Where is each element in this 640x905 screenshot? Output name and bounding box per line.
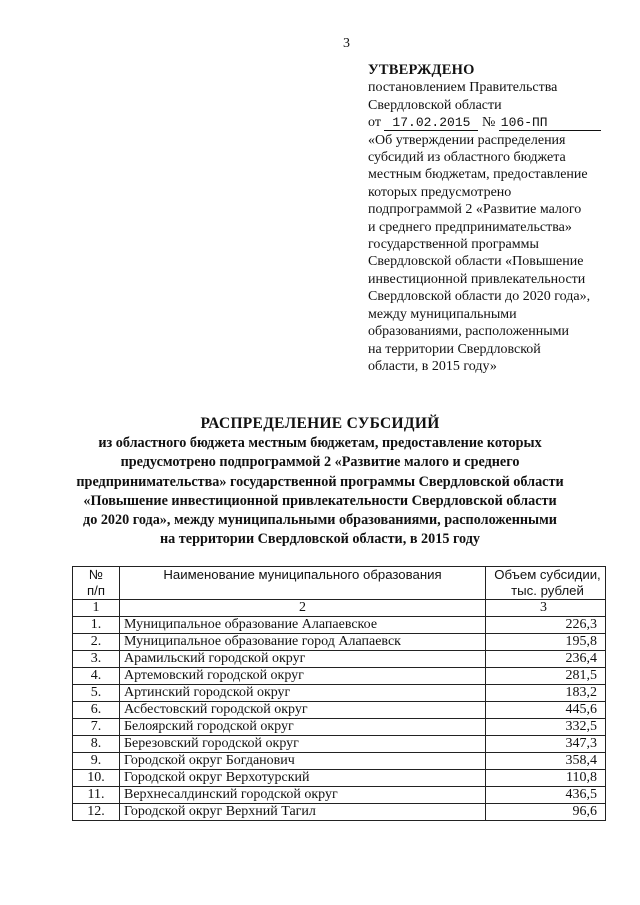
header-amount-line1: Объем субсидии,	[494, 567, 601, 582]
decree-description	[368, 132, 628, 376]
header-number-line2: п/п	[87, 583, 105, 598]
row-number: 10.	[73, 770, 120, 787]
subsidy-amount: 358,4	[486, 753, 606, 770]
description-line: Свердловской области до 2020 года»,	[368, 289, 591, 305]
subsidy-amount: 281,5	[486, 668, 606, 685]
heading-subtitle-line: до 2020 года», между муниципальными образованиями, расположенными	[83, 512, 557, 529]
municipality-name: Арамильский городской округ	[120, 651, 486, 668]
table-row	[73, 685, 606, 702]
municipality-name: Городской округ Богданович	[120, 753, 486, 770]
row-number: 11.	[73, 787, 120, 804]
table-row	[73, 804, 606, 821]
municipality-name: Верхнесалдинский городской округ	[120, 787, 486, 804]
column-index: 2	[120, 600, 486, 617]
row-number: 7.	[73, 719, 120, 736]
approval-block	[368, 62, 628, 375]
municipality-name: Муниципальное образование город Алапаевск	[120, 634, 486, 651]
description-line: подпрограммой 2 «Развитие малого	[368, 202, 582, 218]
municipality-name: Муниципальное образование Алапаевское	[120, 617, 486, 634]
decree-number: 106-ПП	[499, 116, 601, 131]
row-number: 12.	[73, 804, 120, 821]
subsidy-amount: 445,6	[486, 702, 606, 719]
heading-title: РАСПРЕДЕЛЕНИЕ СУБСИДИЙ	[200, 415, 440, 432]
heading-subtitle-line: из областного бюджета местным бюджетам, предоставление которых	[98, 435, 542, 451]
table-row	[73, 719, 606, 736]
subsidy-amount: 110,8	[486, 770, 606, 787]
table-row	[73, 651, 606, 668]
approval-title: УТВЕРЖДЕНО	[368, 62, 475, 78]
column-index: 3	[486, 600, 606, 617]
approval-line-2: Свердловской области	[368, 97, 502, 113]
description-line: субсидий из областного бюджета	[368, 150, 566, 166]
header-number-line1: №	[88, 567, 104, 582]
heading-subtitle-line: предусмотрено подпрограммой 2 «Развитие малого и среднего	[120, 454, 520, 471]
municipality-name: Городской округ Верхний Тагил	[120, 804, 486, 821]
ot-label: от	[368, 115, 381, 131]
table-row	[73, 617, 606, 634]
municipality-name: Артемовский городской округ	[120, 668, 486, 685]
municipality-name: Асбестовский городской округ	[120, 702, 486, 719]
row-number: 2.	[73, 634, 120, 651]
heading-subtitle-line: предпринимательства» государственной программы Свердловской области	[76, 473, 564, 490]
column-index-row	[73, 600, 606, 617]
subsidy-distribution-table	[72, 566, 606, 821]
heading-subtitle-line: на территории Свердловской области, в 2015 году	[159, 531, 480, 548]
description-line: Свердловской области «Повышение	[368, 254, 584, 270]
table-row	[73, 753, 606, 770]
row-number: 1.	[73, 617, 120, 634]
no-label: №	[481, 115, 496, 131]
subsidy-amount: 436,5	[486, 787, 606, 804]
table-row	[73, 787, 606, 804]
row-number: 6.	[73, 702, 120, 719]
table-header-row	[73, 567, 606, 600]
description-line: инвестиционной привлекательности	[368, 271, 586, 287]
page-number: 3	[343, 36, 350, 51]
description-line: «Об утверждении распределения	[368, 132, 566, 148]
row-number: 3.	[73, 651, 120, 668]
decree-number-line	[368, 114, 628, 131]
header-amount-line2: тыс. рублей	[511, 583, 584, 598]
row-number: 8.	[73, 736, 120, 753]
table-row	[73, 770, 606, 787]
subsidy-amount: 236,4	[486, 651, 606, 668]
subsidy-amount: 195,8	[486, 634, 606, 651]
description-line: которых предусмотрено	[368, 184, 512, 200]
table-row	[73, 702, 606, 719]
document-heading	[20, 414, 620, 550]
subsidy-amount: 332,5	[486, 719, 606, 736]
header-amount	[486, 567, 606, 600]
row-number: 5.	[73, 685, 120, 702]
subsidy-amount: 96,6	[486, 804, 606, 821]
header-number	[73, 567, 120, 600]
description-line: местным бюджетам, предоставление	[368, 167, 588, 183]
decree-date: 17.02.2015	[384, 116, 478, 131]
municipality-name: Березовский городской округ	[120, 736, 486, 753]
approval-line-1: постановлением Правительства	[368, 80, 558, 96]
row-number: 9.	[73, 753, 120, 770]
municipality-name: Городской округ Верхотурский	[120, 770, 486, 787]
table-row	[73, 736, 606, 753]
subsidy-amount: 347,3	[486, 736, 606, 753]
description-line: области, в 2015 году»	[368, 358, 497, 374]
table-row	[73, 668, 606, 685]
municipality-name: Артинский городской округ	[120, 685, 486, 702]
description-line: образованиями, расположенными	[368, 324, 570, 340]
heading-subtitle-line: «Повышение инвестиционной привлекательности Свердловской области	[83, 492, 557, 509]
municipality-name: Белоярский городской округ	[120, 719, 486, 736]
header-name: Наименование муниципального образования	[120, 567, 486, 600]
description-line: государственной программы	[368, 237, 539, 253]
subsidy-amount: 183,2	[486, 685, 606, 702]
subsidy-amount: 226,3	[486, 617, 606, 634]
description-line: на территории Свердловской	[368, 341, 541, 357]
description-line: между муниципальными	[368, 306, 517, 322]
row-number: 4.	[73, 668, 120, 685]
column-index: 1	[73, 600, 120, 617]
description-line: и среднего предпринимательства»	[368, 219, 572, 235]
table-row	[73, 634, 606, 651]
